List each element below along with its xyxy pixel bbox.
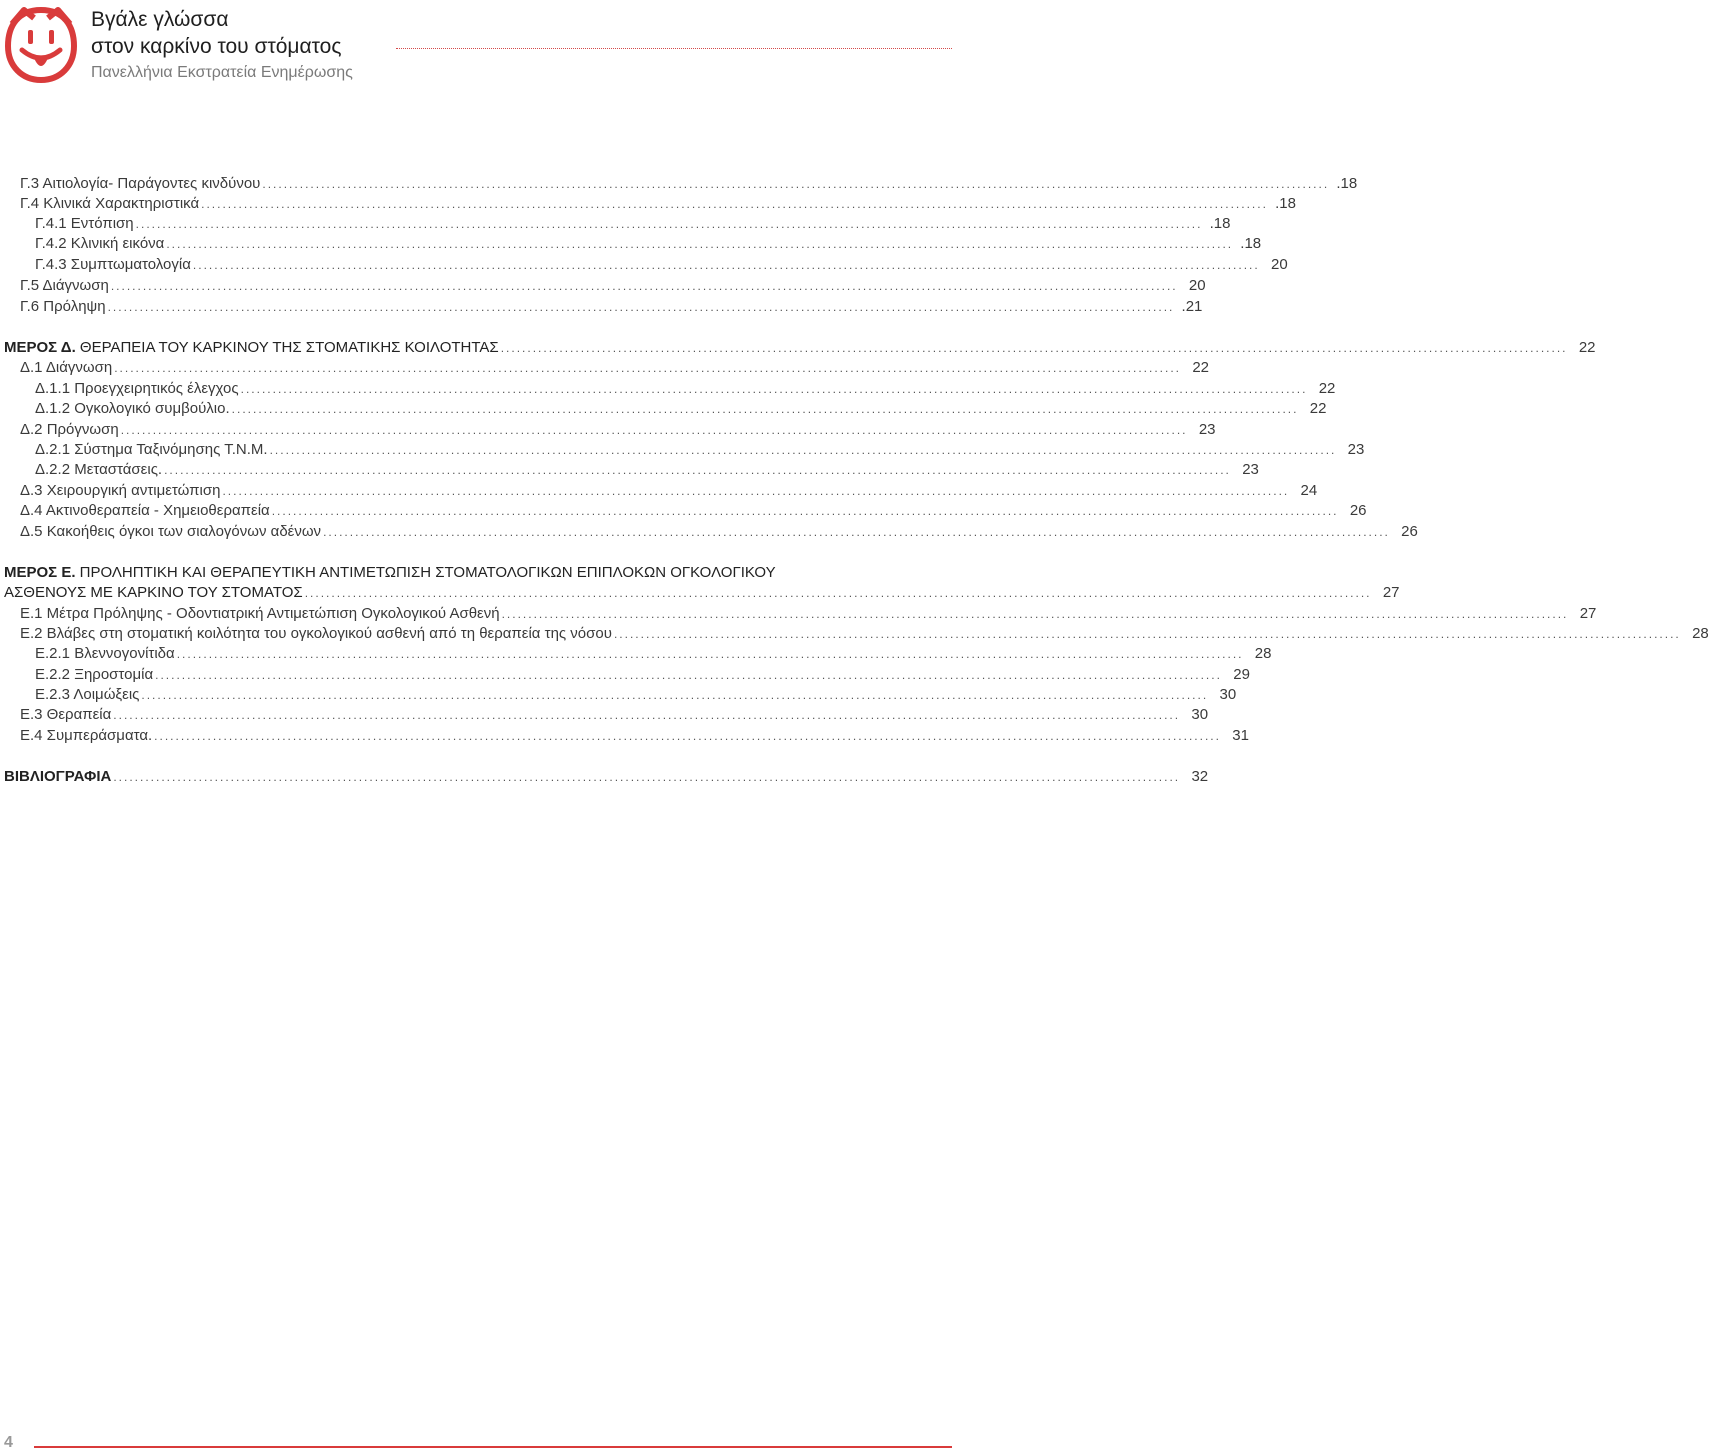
toc-entry-page: 28 [1254, 645, 1272, 662]
toc-entry-page: 23 [1242, 461, 1259, 478]
toc-part-heading-continued[interactable] [0, 583, 1400, 603]
toc-entry[interactable] [0, 420, 1216, 440]
campaign-title-line1: Βγάλε γλώσσα [91, 8, 229, 31]
toc-entry-title: Γ.4.2 Κλινική εικόνα [35, 235, 165, 252]
toc-part-title [4, 563, 776, 583]
toc-entry-title: Ε.4 Συμπεράσματα. [20, 727, 153, 744]
toc-entry-page: .18 [1240, 235, 1262, 252]
toc-part-title [4, 338, 499, 358]
toc-entry-page: 22 [1578, 339, 1596, 356]
toc-part-label: ΒΙΒΛΙΟΓΡΑΦΙΑ [4, 768, 112, 785]
toc-entry[interactable] [0, 604, 1597, 624]
toc-leader-dots: ........................................................................................................................................................................................................ [176, 647, 1244, 661]
toc-leader-dots: ........................................................................................................................................................................................................ [240, 382, 1308, 396]
toc-entry-page: 22 [1318, 380, 1336, 397]
toc-leader-dots: ........................................................................................................................................................................................................ [271, 504, 1339, 518]
toc-entry-title: Δ.1.1 Προεγχειρητικός έλεγχος [35, 380, 239, 397]
toc-part-title [4, 767, 111, 787]
toc-entry-page: 31 [1232, 727, 1249, 744]
toc-leader-dots: ........................................................................................................................................................................................................ [166, 237, 1234, 251]
toc-entry-page: 20 [1188, 277, 1206, 294]
toc-entry-title: Ε.2 Βλάβες στη στοματική κοιλότητα του ογκολογικού ασθενή από τη θεραπεία της νόσου [20, 625, 612, 642]
toc-entry-page: 29 [1233, 666, 1250, 683]
toc-entry-page: 32 [1191, 768, 1209, 785]
toc-entry-title: Δ.1 Διάγνωση [20, 359, 113, 376]
toc-entry[interactable] [0, 685, 1237, 705]
toc-entry-title: Δ.2 Πρόγνωση [20, 421, 119, 438]
toc-leader-dots: ........................................................................................................................................................................................................ [304, 586, 1372, 600]
toc-entry-page: 23 [1198, 421, 1216, 438]
toc-entry[interactable] [0, 297, 1203, 317]
toc-leader-dots: ........................................................................................................................................................................................................ [192, 258, 1260, 272]
toc-entry-title: Ε.2.2 Ξηροστομία [35, 666, 154, 683]
toc-entry-title: Ε.2.3 Λοιμώξεις [35, 686, 140, 703]
toc-entry-page: 24 [1300, 482, 1318, 499]
toc-entry[interactable] [0, 726, 1249, 746]
toc-part-text: ΠΡΟΛΗΠΤΙΚΗ ΚΑΙ ΘΕΡΑΠΕΥΤΙΚΗ ΑΝΤΙΜΕΤΩΠΙΣΗ ΣΤΟΜΑΤΟΛΟΓΙΚΩΝ ΕΠΙΠΛΟΚΩΝ ΟΓΚΟΛΟΓΙΚΟΥ [75, 564, 776, 581]
toc-entry-title: Ε.3 Θεραπεία [20, 706, 112, 723]
toc-leader-dots: ........................................................................................................................................................................................................ [164, 463, 1231, 477]
toc-entry-title: Ε.1 Μέτρα Πρόληψης - Οδοντιατρική Αντιμετώπιση Ογκολογικού Ασθενή [20, 605, 500, 622]
toc-leader-dots: ........................................................................................................................................................................................................ [501, 607, 1569, 621]
toc-leader-dots: ........................................................................................................................................................................................................ [113, 770, 1181, 784]
toc-entry-title: Γ.6 Πρόληψη [20, 298, 106, 315]
toc-bibliography[interactable] [0, 767, 1209, 787]
toc-entry-page: 20 [1271, 256, 1288, 273]
toc-entry[interactable] [0, 644, 1272, 664]
toc-entry-page: 27 [1382, 584, 1400, 601]
toc-entry-page: 26 [1349, 502, 1367, 519]
toc-part-label: ΜΕΡΟΣ Ε. [4, 564, 76, 581]
toc-entry[interactable] [0, 358, 1210, 378]
toc-entry-title: Γ.4.3 Συμπτωματολογία [35, 256, 191, 273]
toc-leader-dots: ........................................................................................................................................................................................................ [110, 279, 1178, 293]
toc-part-heading[interactable] [0, 563, 960, 583]
toc-entry[interactable] [0, 214, 1231, 234]
toc-leader-dots: ........................................................................................................................................................................................................ [114, 361, 1182, 375]
toc-leader-dots: ........................................................................................................................................................................................................ [323, 525, 1390, 539]
campaign-title-line2: στον καρκίνο του στόματος [91, 35, 342, 58]
page-number: 4 [4, 1434, 13, 1451]
toc-entry-title: Γ.3 Αιτιολογία- Παράγοντες κινδύνου [20, 175, 261, 192]
toc-entry-page: 30 [1219, 686, 1237, 703]
toc-entry[interactable] [0, 624, 1709, 644]
toc-entry-page: .18 [1275, 195, 1296, 212]
toc-entry-page: .21 [1181, 298, 1203, 315]
toc-entry[interactable] [0, 460, 1259, 480]
toc-entry-page: 23 [1347, 441, 1365, 458]
toc-part-title: ΑΣΘΕΝΟΥΣ ΜΕ ΚΑΡΚΙΝΟ ΤΟΥ ΣΤΟΜΑΤΟΣ [4, 584, 303, 601]
toc-entry[interactable] [0, 665, 1250, 685]
toc-entry-title: Δ.2.2 Μεταστάσεις. [35, 461, 163, 478]
toc-entry[interactable] [0, 522, 1418, 542]
toc-entry-page: 22 [1309, 400, 1327, 417]
toc-leader-dots: ........................................................................................................................................................................................................ [269, 443, 1337, 457]
toc-entry[interactable] [0, 255, 1288, 275]
toc-entry[interactable] [0, 174, 1358, 194]
toc-leader-dots: ........................................................................................................................................................................................................ [201, 197, 1268, 211]
toc-part-label: ΜΕΡΟΣ Δ. [4, 339, 76, 356]
toc-entry-title: Δ.3 Χειρουργική αντιμετώπιση [20, 482, 221, 499]
toc-leader-dots: ........................................................................................................................................................................................................ [135, 217, 1203, 231]
toc-leader-dots: ........................................................................................................................................................................................................ [222, 484, 1290, 498]
toc-leader-dots: ........................................................................................................................................................................................................ [500, 341, 1568, 355]
toc-entry-page: .18 [1336, 175, 1358, 192]
toc-entry[interactable] [0, 501, 1367, 521]
toc-entry[interactable] [0, 705, 1209, 725]
toc-leader-dots: ........................................................................................................................................................................................................ [120, 423, 1188, 437]
toc-entry-title: Δ.1.2 Ογκολογικό συμβούλιο. [35, 400, 230, 417]
toc-entry-page: 27 [1579, 605, 1597, 622]
toc-entry-title: Δ.4 Ακτινοθεραπεία - Χημειοθεραπεία [20, 502, 270, 519]
toc-entry[interactable] [0, 276, 1206, 296]
toc-entry[interactable] [0, 440, 1365, 460]
toc-entry-title: Δ.5 Κακοήθεις όγκοι των σιαλογόνων αδένων [20, 523, 322, 540]
toc-entry-page: .18 [1209, 215, 1231, 232]
toc-part-heading[interactable] [0, 338, 1596, 358]
toc-entry-page: 22 [1192, 359, 1210, 376]
footer-rule [34, 1446, 952, 1448]
toc-entry-title: Γ.4.1 Εντόπιση [35, 215, 134, 232]
toc-entry-title: Γ.4 Κλινικά Χαρακτηριστικά [20, 195, 200, 212]
toc-entry[interactable] [0, 399, 1327, 419]
toc-entry[interactable] [0, 234, 1262, 254]
toc-leader-dots: ........................................................................................................................................................................................................ [231, 402, 1299, 416]
toc-entry-title: Δ.2.1 Σύστημα Ταξινόμησης Τ.Ν.Μ. [35, 441, 268, 458]
toc-part-text: ΘΕΡΑΠΕΙΑ ΤΟΥ ΚΑΡΚΙΝΟΥ ΤΗΣ ΣΤΟΜΑΤΙΚΗΣ ΚΟΙΛΟΤΗΤΑΣ [75, 339, 499, 356]
toc-leader-dots: ........................................................................................................................................................................................................ [141, 688, 1209, 702]
campaign-subtitle: Πανελλήνια Εκστρατεία Ενημέρωσης [91, 64, 353, 81]
toc-entry[interactable] [0, 194, 1296, 214]
toc-entry-title: Γ.5 Διάγνωση [20, 277, 109, 294]
toc-entry[interactable] [0, 379, 1336, 399]
toc-entry-page: 30 [1191, 706, 1209, 723]
toc-entry-title: Ε.2.1 Βλεννογονίτιδα [35, 645, 175, 662]
toc-leader-dots: ........................................................................................................................................................................................................ [113, 708, 1181, 722]
toc-leader-dots: ........................................................................................................................................................................................................ [262, 177, 1330, 191]
toc-entry[interactable] [0, 481, 1318, 501]
toc-leader-dots: ........................................................................................................................................................................................................ [107, 300, 1175, 314]
toc-entry-page: 28 [1692, 625, 1709, 642]
toc-leader-dots: ........................................................................................................................................................................................................ [613, 627, 1681, 641]
toc-leader-dots: ........................................................................................................................................................................................................ [154, 729, 1221, 743]
toc-entry-page: 26 [1401, 523, 1418, 540]
toc-leader-dots: ........................................................................................................................................................................................................ [155, 668, 1222, 682]
